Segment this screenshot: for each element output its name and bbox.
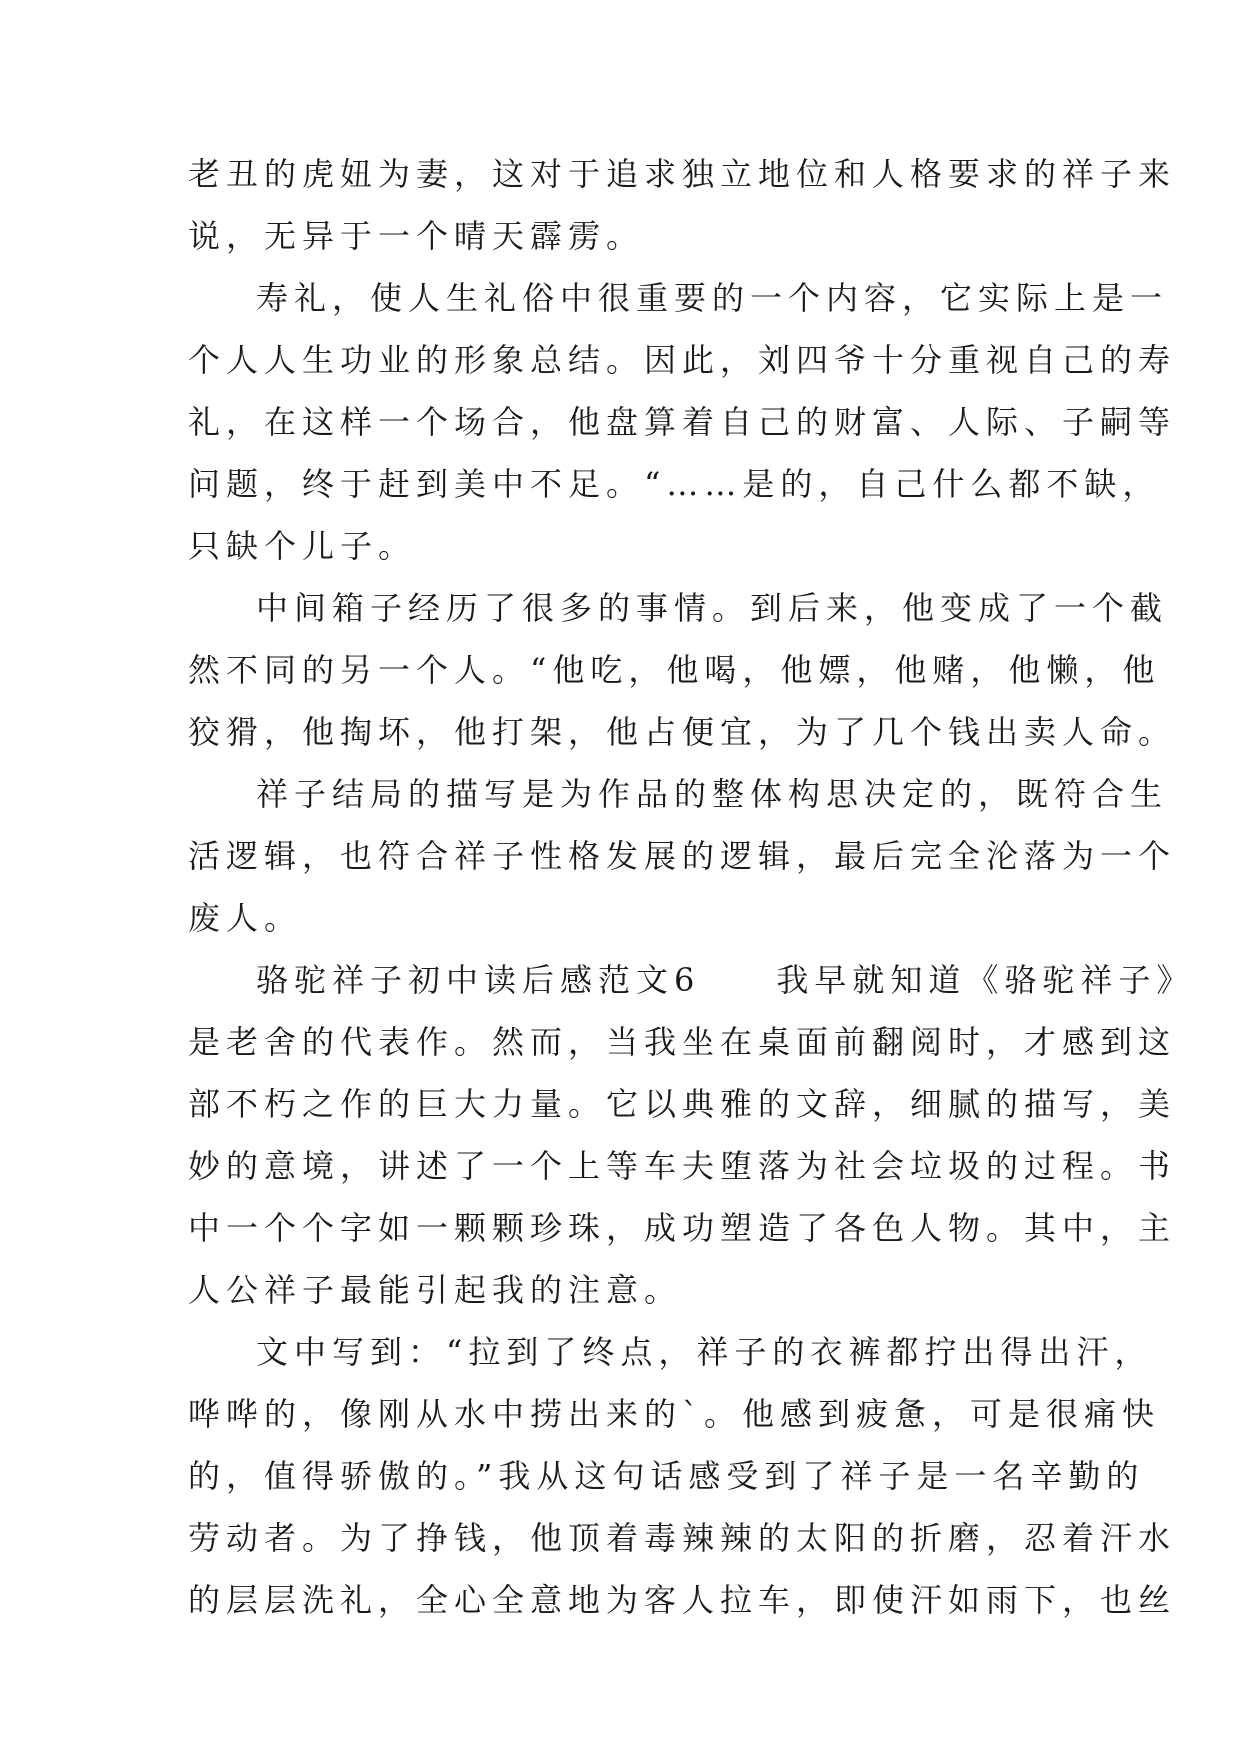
text-line: 是老舍的代表作。然而，当我坐在桌面前翻阅时，才感到这: [188, 1023, 1177, 1061]
text-line: 问题，终于赶到美中不足。“……是的，自己什么都不缺，: [188, 465, 1161, 503]
text-line: 人公祥子最能引起我的注意。: [188, 1271, 683, 1309]
text-line: 哗哗的，像刚从水中捞出来的`。他感到疲惫，可是很痛快: [188, 1395, 1161, 1433]
text-line: 骆驼祥子初中读后感范文6 我早就知道《骆驼祥子》: [256, 961, 1195, 999]
text-line: 的层层洗礼，全心全意地为客人拉车，即使汗如雨下，也丝: [188, 1581, 1177, 1619]
text-line: 狡猾，他掏坏，他打架，他占便宜，为了几个钱出卖人命。: [188, 713, 1177, 751]
body-text: [188, 155, 1195, 1646]
text-line: 部不朽之作的巨大力量。它以典雅的文辞，细腻的描写，美: [188, 1085, 1177, 1123]
text-line: 祥子结局的描写是为作品的整体构思决定的，既符合生: [256, 775, 1169, 813]
text-line: 说，无异于一个晴天霹雳。: [188, 217, 645, 255]
text-line: 的，值得骄傲的。”我从这句话感受到了祥子是一名辛勤的: [188, 1457, 1145, 1495]
text-line: 老丑的虎妞为妻，这对于追求独立地位和人格要求的祥子来: [188, 155, 1177, 193]
text-line: 寿礼，使人生礼俗中很重要的一个内容，它实际上是一: [256, 279, 1169, 317]
text-line: 礼，在这样一个场合，他盘算着自己的财富、人际、子嗣等: [188, 403, 1177, 441]
text-line: 废人。: [188, 899, 303, 937]
text-line: 中间箱子经历了很多的事情。到后来，他变成了一个截: [256, 589, 1169, 627]
text-line: 然不同的另一个人。“他吃，他喝，他嫖，他赌，他懒，他: [188, 651, 1161, 689]
text-line: 文中写到：“拉到了终点，祥子的衣裤都拧出得出汗，: [256, 1333, 1153, 1371]
text-line: 活逻辑，也符合祥子性格发展的逻辑，最后完全沦落为一个: [188, 837, 1177, 875]
text-line: 劳动者。为了挣钱，他顶着毒辣辣的太阳的折磨，忍着汗水: [188, 1519, 1177, 1557]
text-line: 中一个个字如一颗颗珍珠，成功塑造了各色人物。其中，主: [188, 1209, 1177, 1247]
text-line: 只缺个儿子。: [188, 527, 417, 565]
text-line: 个人人生功业的形象总结。因此，刘四爷十分重视自己的寿: [188, 341, 1177, 379]
text-line: 妙的意境，讲述了一个上等车夫堕落为社会垃圾的过程。书: [188, 1147, 1177, 1185]
